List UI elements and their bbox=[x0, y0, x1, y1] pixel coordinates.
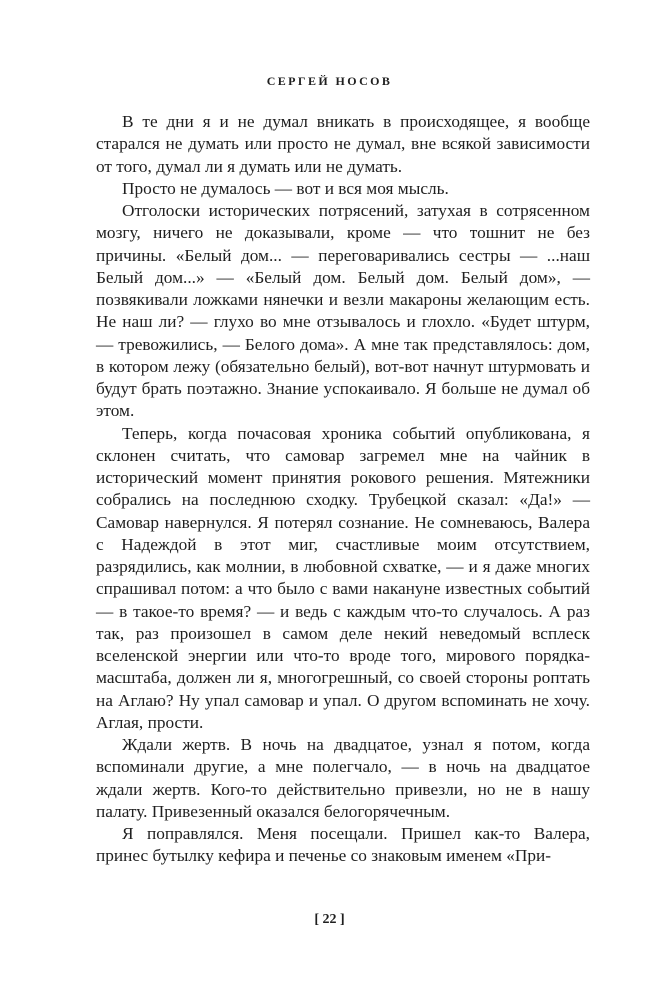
paragraph: Отголоски исторических потрясений, затухая в сотрясенном мозгу, ничего не доказывали, кроме — что тошнит не без причины. «Белый дом... — переговаривались сестры — ...наш Белый дом...» — «Белый дом. Белый дом. Белый дом», — позвякивали ложками нянечки и везли макароны желающим есть. Не наш ли? — глухо во мне отзывалось и глохло. «Будет штурм, — тревожились, — Белого дома». А мне так представлялось: дом, в котором лежу (обязательно белый), вот-вот начнут штурмовать и будут брать поэтажно. Знание успокаивало. Я больше не думал об этом. bbox=[96, 201, 590, 421]
paragraph: Ждали жертв. В ночь на двадцатое, узнал я потом, когда вспоминали другие, а мне полегчало, — в ночь на двадцатое ждали жертв. Кого-то действительно привезли, но не в нашу палату. Привезенный оказался белогорячечным. bbox=[96, 735, 590, 821]
paragraph: Теперь, когда почасовая хроника событий опубликована, я склонен считать, что самовар загремел мне на чайник в исторический момент принятия рокового решения. Мятежники собрались на последнюю сходку. Трубецкой сказал: «Да!» — Самовар навернулся. Я потерял сознание. Не сомневаюсь, Валера с Надеждой в этот миг, счастливые моим отсутствием, разрядились, как молнии, в любовной схватке, — и я даже многих спрашивал потом: а что было с вами накануне известных событий — в такое-то время? — и ведь с каждым что-то случалось. А раз так, раз произошел в самом деле некий неведомый всплеск вселенской энергии или что-то вроде того, мирового порядка-масштаба, должен ли я, многогрешный, со своей стороны роптать на Аглаю? Ну упал самовар и упал. О другом вспоминать не хочу. Аглая, прости. bbox=[96, 423, 590, 732]
page-number: [ 22 ] bbox=[314, 912, 345, 927]
paragraph: В те дни я и не думал вникать в происходящее, я вообще старался не думать или просто не думал, вне всякой зависимости от того, думал ли я думать или не думать. bbox=[96, 112, 590, 176]
running-head-author: СЕРГЕЙ НОСОВ bbox=[266, 74, 393, 88]
paragraph: Я поправлялся. Меня посещали. Пришел как-то Валера, принес бутылку кефира и печенье со знаковым именем «При- bbox=[96, 824, 590, 866]
paragraph: Просто не думалось — вот и вся моя мысль. bbox=[122, 178, 449, 198]
body-text bbox=[96, 111, 590, 868]
